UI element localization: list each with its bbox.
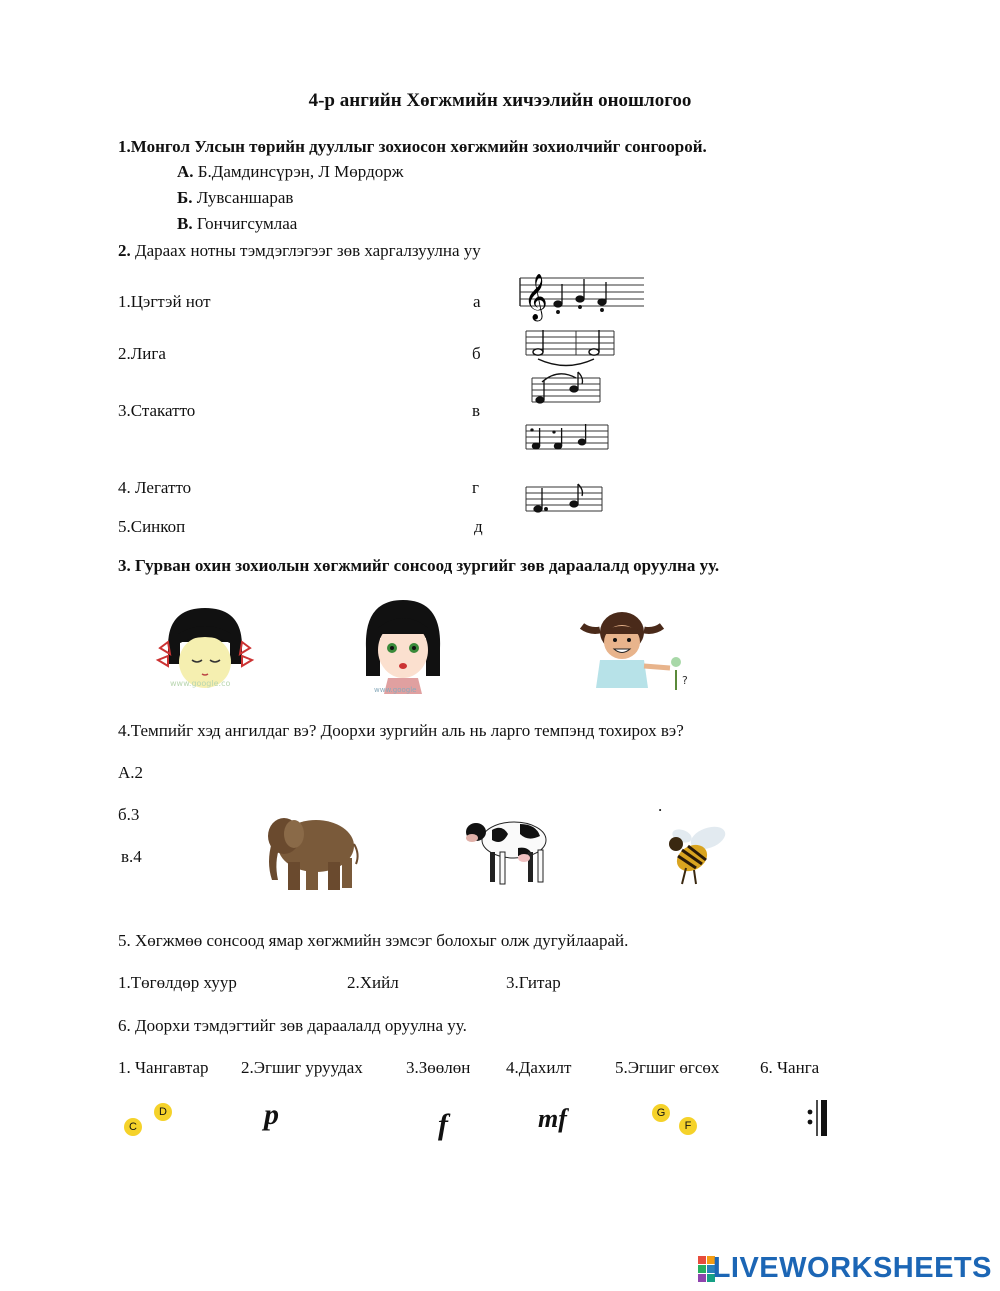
q1-option-b-text: Лувсаншарав xyxy=(192,188,294,207)
q2-term-4: 4. Легатто xyxy=(118,478,192,497)
q1-option-a-text: Б.Дамдинсүрэн, Л Мөрдорж xyxy=(193,162,404,181)
q1-option-c-text: Гончигсумлаа xyxy=(192,214,298,233)
q5-option-2[interactable]: 2.Хийл xyxy=(347,973,399,992)
q3-watermark-1: www.google.co xyxy=(170,679,231,688)
q1-option-c-letter: В. xyxy=(177,214,193,233)
note-circle-d[interactable]: D xyxy=(154,1103,172,1121)
q4-option-a[interactable]: А.2 xyxy=(118,763,144,782)
q4-question: 4.Темпийг хэд ангилдаг вэ? Доорхи зургийн аль нь ларго темпэнд тохирох вэ? xyxy=(118,721,684,740)
q2-term-2: 2.Лига xyxy=(118,344,166,363)
q2-letter-g[interactable]: г xyxy=(472,478,479,497)
q1-question: 1.Монгол Улсын төрийн дууллыг зохиосон хөгжмийн зохиолчийг сонгоорой. xyxy=(118,137,707,156)
q6-item-1: 1. Чангавтар xyxy=(118,1058,209,1077)
girl-happy-image[interactable] xyxy=(574,602,694,690)
q3-mark: ? xyxy=(682,674,688,687)
page-title: 4-р ангийн Хөгжмийн хичээлийн оношлогоо xyxy=(308,90,692,111)
dynamic-piano-symbol[interactable]: p xyxy=(264,1098,279,1131)
q6-item-5: 5.Эгшиг өгсөх xyxy=(615,1058,720,1077)
note-circle-f[interactable]: F xyxy=(679,1117,697,1135)
staff-slur xyxy=(530,372,602,408)
q4-option-c[interactable]: в.4 xyxy=(121,847,142,866)
q2-question xyxy=(118,241,481,261)
q1-option-b-letter: Б. xyxy=(177,188,193,207)
q1-option-b[interactable] xyxy=(177,188,293,208)
staff-syncopation xyxy=(524,482,604,516)
q6-item-6: 6. Чанга xyxy=(760,1058,820,1077)
elephant-image[interactable] xyxy=(258,806,362,892)
dynamic-forte-symbol[interactable]: f xyxy=(438,1108,448,1141)
q6-item-3: 3.Зөөлөн xyxy=(406,1058,471,1077)
q2-letter-v[interactable]: в xyxy=(472,401,481,420)
bee-image[interactable] xyxy=(666,818,732,888)
q1-option-c[interactable] xyxy=(177,214,297,234)
q3-question: 3. Гурван охин зохиолын хөгжмийг сонсоод зургийг зөв дараалалд оруулна уу. xyxy=(118,556,720,575)
q2-text: Дараах нотны тэмдэглэгээг зөв харгалзуулна уу xyxy=(130,241,481,260)
q1-option-a-letter: А. xyxy=(177,162,194,181)
q2-num: 2. xyxy=(118,241,131,260)
girl-sleeping-image[interactable] xyxy=(150,604,260,688)
q5-question: 5. Хөгжмөө сонсоод ямар хөгжмийн зэмсэг болохыг олж дугуйлаарай. xyxy=(118,931,629,950)
dynamic-mezzoforte-symbol[interactable]: mf xyxy=(538,1104,567,1133)
q1-option-a[interactable] xyxy=(177,162,403,182)
note-circle-c[interactable]: C xyxy=(124,1118,142,1136)
q6-question: 6. Доорхи тэмдэгтийг зөв дараалалд оруулна уу. xyxy=(118,1016,467,1035)
q3-watermark-2: www.google xyxy=(374,686,417,694)
q2-term-3: 3.Стакатто xyxy=(118,401,196,420)
staff-dotted-notes xyxy=(516,268,648,320)
staff-staccato xyxy=(524,420,610,454)
q5-option-3[interactable]: 3.Гитар xyxy=(506,973,561,992)
q6-item-4: 4.Дахилт xyxy=(506,1058,572,1077)
q4-option-b[interactable]: б.3 xyxy=(118,805,140,824)
q2-term-1: 1.Цэгтэй нот xyxy=(118,292,211,311)
cow-image[interactable] xyxy=(462,812,554,890)
q5-option-1[interactable]: 1.Төгөлдөр хуур xyxy=(118,973,237,992)
q2-term-5: 5.Синкоп xyxy=(118,517,186,536)
q2-letter-a[interactable]: а xyxy=(473,292,481,311)
q2-letter-d[interactable]: д xyxy=(474,517,483,536)
girl-crying-image[interactable] xyxy=(360,598,446,694)
liveworksheets-brand: LIVEWORKSHEETS xyxy=(712,1252,992,1284)
note-circle-g[interactable]: G xyxy=(652,1104,670,1122)
q2-letter-b[interactable]: б xyxy=(472,344,481,363)
treble-clef-icon: 𝄞 xyxy=(524,274,548,320)
q4-dot: . xyxy=(658,796,663,815)
staff-tie xyxy=(524,326,616,370)
q6-item-2: 2.Эгшиг уруудах xyxy=(241,1058,363,1077)
repeat-sign-icon[interactable] xyxy=(806,1098,828,1138)
